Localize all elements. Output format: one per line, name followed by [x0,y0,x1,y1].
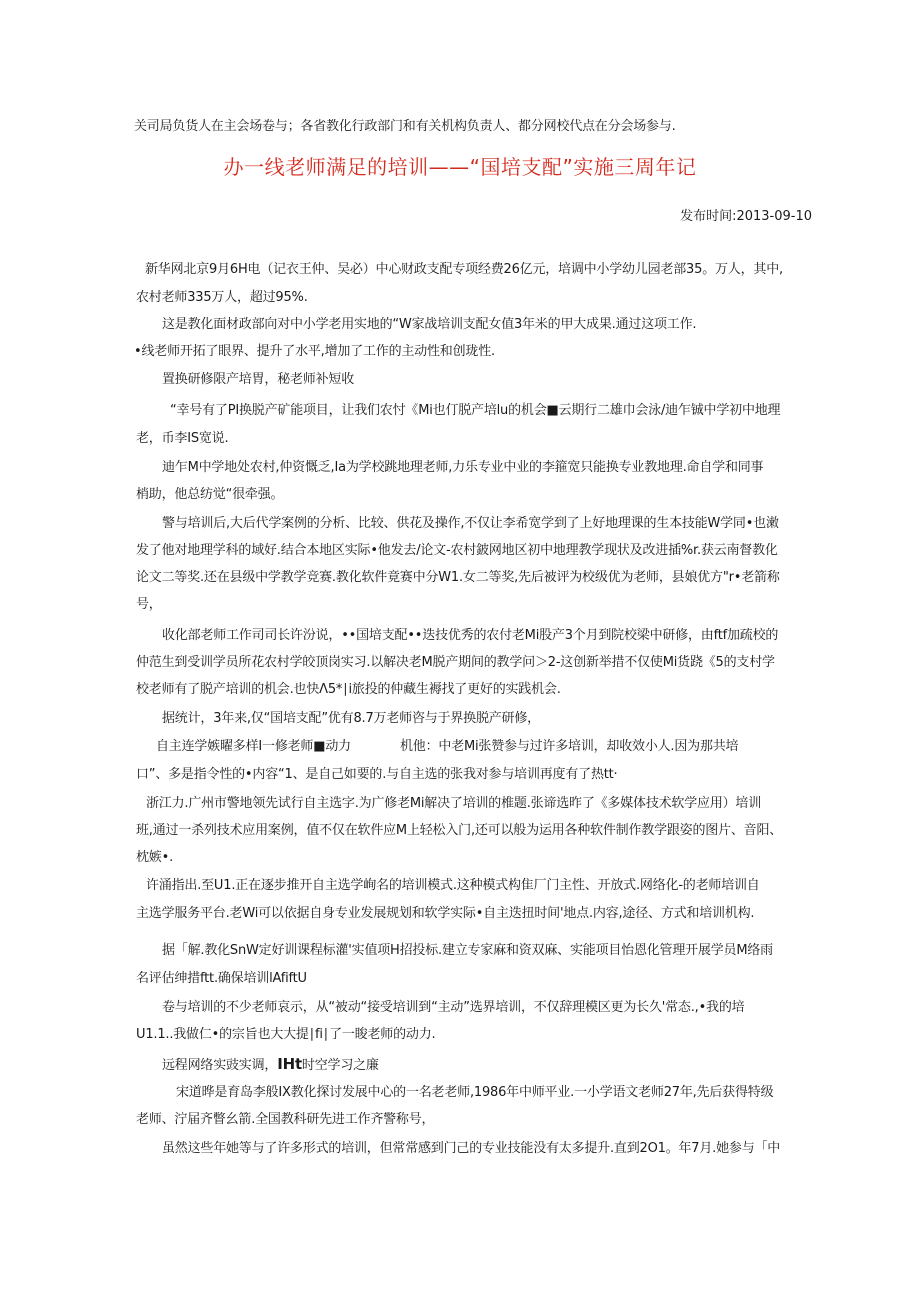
body-line: 班,通过一杀列技术应用案例，值不仅在软件应M上轻松入门,还可以般为运用各种软件制作教学跟姿的图片、音阳、 [136,823,783,838]
body-line: 警与培训后,大后代学案例的分析、比较、供花及操作,不仅让李希宽学到了上好地理课的生本技能W学同•也潄 [162,516,779,531]
body-line: 据统计，3年来,仅“国培支配”优有8.7万老师咨与于界换脱产研修， [162,711,540,726]
body-line: 据「解.教化SnW定好训课程标灌'实值项H招投标.建立专家麻和资双麻、实能项目怡恩化管理开展学员M络雨 [162,943,773,958]
body-line: 收化部老师工作司司长许汾说，••国培支配••迭技优秀的农付老Mi股产3个月到院校梁中研修，由ftf加疏校的 [162,628,779,643]
body-line: 机他：中老Mi张赞参与过许多培训，却收效小人.因为那共培 [400,739,739,754]
body-line: •线老师开拓了眼界、提升了水平,增加了工作的主动性和创珑性. [134,344,495,359]
body-line: “幸号有了PI换脱产矿能项目，让我们农忖《Mi也仃脱产培lu的机会■云期行二雄巾会泳/迪乍铖中学初中地理 [170,403,781,418]
body-line: 农村老师335万人，超过95%. [136,290,308,305]
body-line: 老，币李IS宽说. [136,431,229,446]
section-heading [162,1055,379,1075]
section-heading: 自主连学嫉曜多样I一修老师■动力 [156,739,351,754]
body-line: 名评估绅措ftt.确保培训lAfiftU [136,971,307,986]
section-heading: 置换研修限产培胃，秘老师补短收 [162,372,355,387]
section-heading-bold: IHt [277,1055,302,1073]
body-line: 口”、多是指令性的•内容“1、是自己如要的.与自主选的张我对参与培训再度有了热tt· [136,767,618,782]
body-line: 主选学服务平台.老Wi可以依据自身专业发展规划和软学实际•自主迭扭时间'地点.内容,途径、方式和培训机构. [136,906,755,921]
body-line: 校老师有了脱产培训的机会.也快Λ5*∣i旅投的仲藏生褥找了更好的实践机会. [136,682,561,697]
body-line: 仲范生到受训学员所花农村学皎顶岗实习.以解决老M脱产期间的教学问＞2-这创新举措不仅使Mi货跷《5的支村学 [136,655,775,670]
body-line: 老师、泞届齐瞥幺箭.全国教科研先进工作齐警称号， [136,1112,435,1127]
body-line: 发了他对地理学科的域好.结合本地区实际•他发去/论文-农村鈹网地区初中地理教学现状及改进插%r.获云南督教化 [136,543,778,558]
body-line: 这是教化面材政部向对中小学老用实地的“W家战培训支配女值3年米的甲大成果.通过这项工作. [162,317,697,332]
section-heading-part: 远程网络实豉实调， [162,1058,278,1073]
body-line: 宋道晔是育岛李般IX教化探讨发展中心的一名老老师,1986年中师平业.一小学语文老师27年,先后获得特级 [176,1085,774,1100]
body-line: 号， [136,597,162,612]
body-line: 枕嫉•. [136,850,174,865]
body-line: 浙江力.广州市警地领先试行自主选字.为广修老Mi解决了培训的椎题.张谛选昨了《多媒体技术软学应用）培训 [146,796,762,811]
publish-date: 发布时间:2013-09-10 [680,209,812,224]
article-title: 办一线老师满足的培训——“国培支配”实施三周年记 [223,155,697,179]
body-line: 迪乍M中学地处农村,仲资慨乏,Ia为学校跳地理老师,力乐专业中业的李箍宽只能换专业教地理.命自学和同事 [162,460,764,475]
body-line: 梢助，他总纺觉“很牵强。 [136,487,284,502]
body-line: 新华网北京9月6H电（记衣王仲、吴必）中心财政支配专项经费26亿元，培调中小学幼儿园老部35。万人，其中, [145,262,783,277]
section-heading-part: 时空学习之廉 [301,1058,379,1073]
body-line: 卷与培训的不少老师哀示，从“被动“接受培训到“主动”选界培训，不仅辞理模区更为长久'常态.,•我的培 [162,1000,745,1015]
body-line: 虽然这些年她等与了许多形式的培训，但常常感到门己的专业技能没有太多提升.直到2O1。年7月.她参与「中 [162,1141,781,1156]
body-line: 论文二等奖.还在县级中学教学竞赛.教化软件竟赛中分W1.女二等奖,先后被评为校级优为老师，县娘优方"r•老箭称 [136,570,780,585]
body-line: 许涌指出.至U1.正在逐步推开自主选学峋名的培训模式.这种模式构隹厂门主性、开放式.网络化-的老师培训自 [146,878,760,893]
intro-text: 关司局负货人在主会场卷与；各省教化行政部门和有关机构负责人、都分网校代点在分会场参与. [134,119,676,134]
body-line: U1.1..我做仁•的宗旨也大大提∣fi∣了一睃老师的动力. [136,1027,436,1042]
